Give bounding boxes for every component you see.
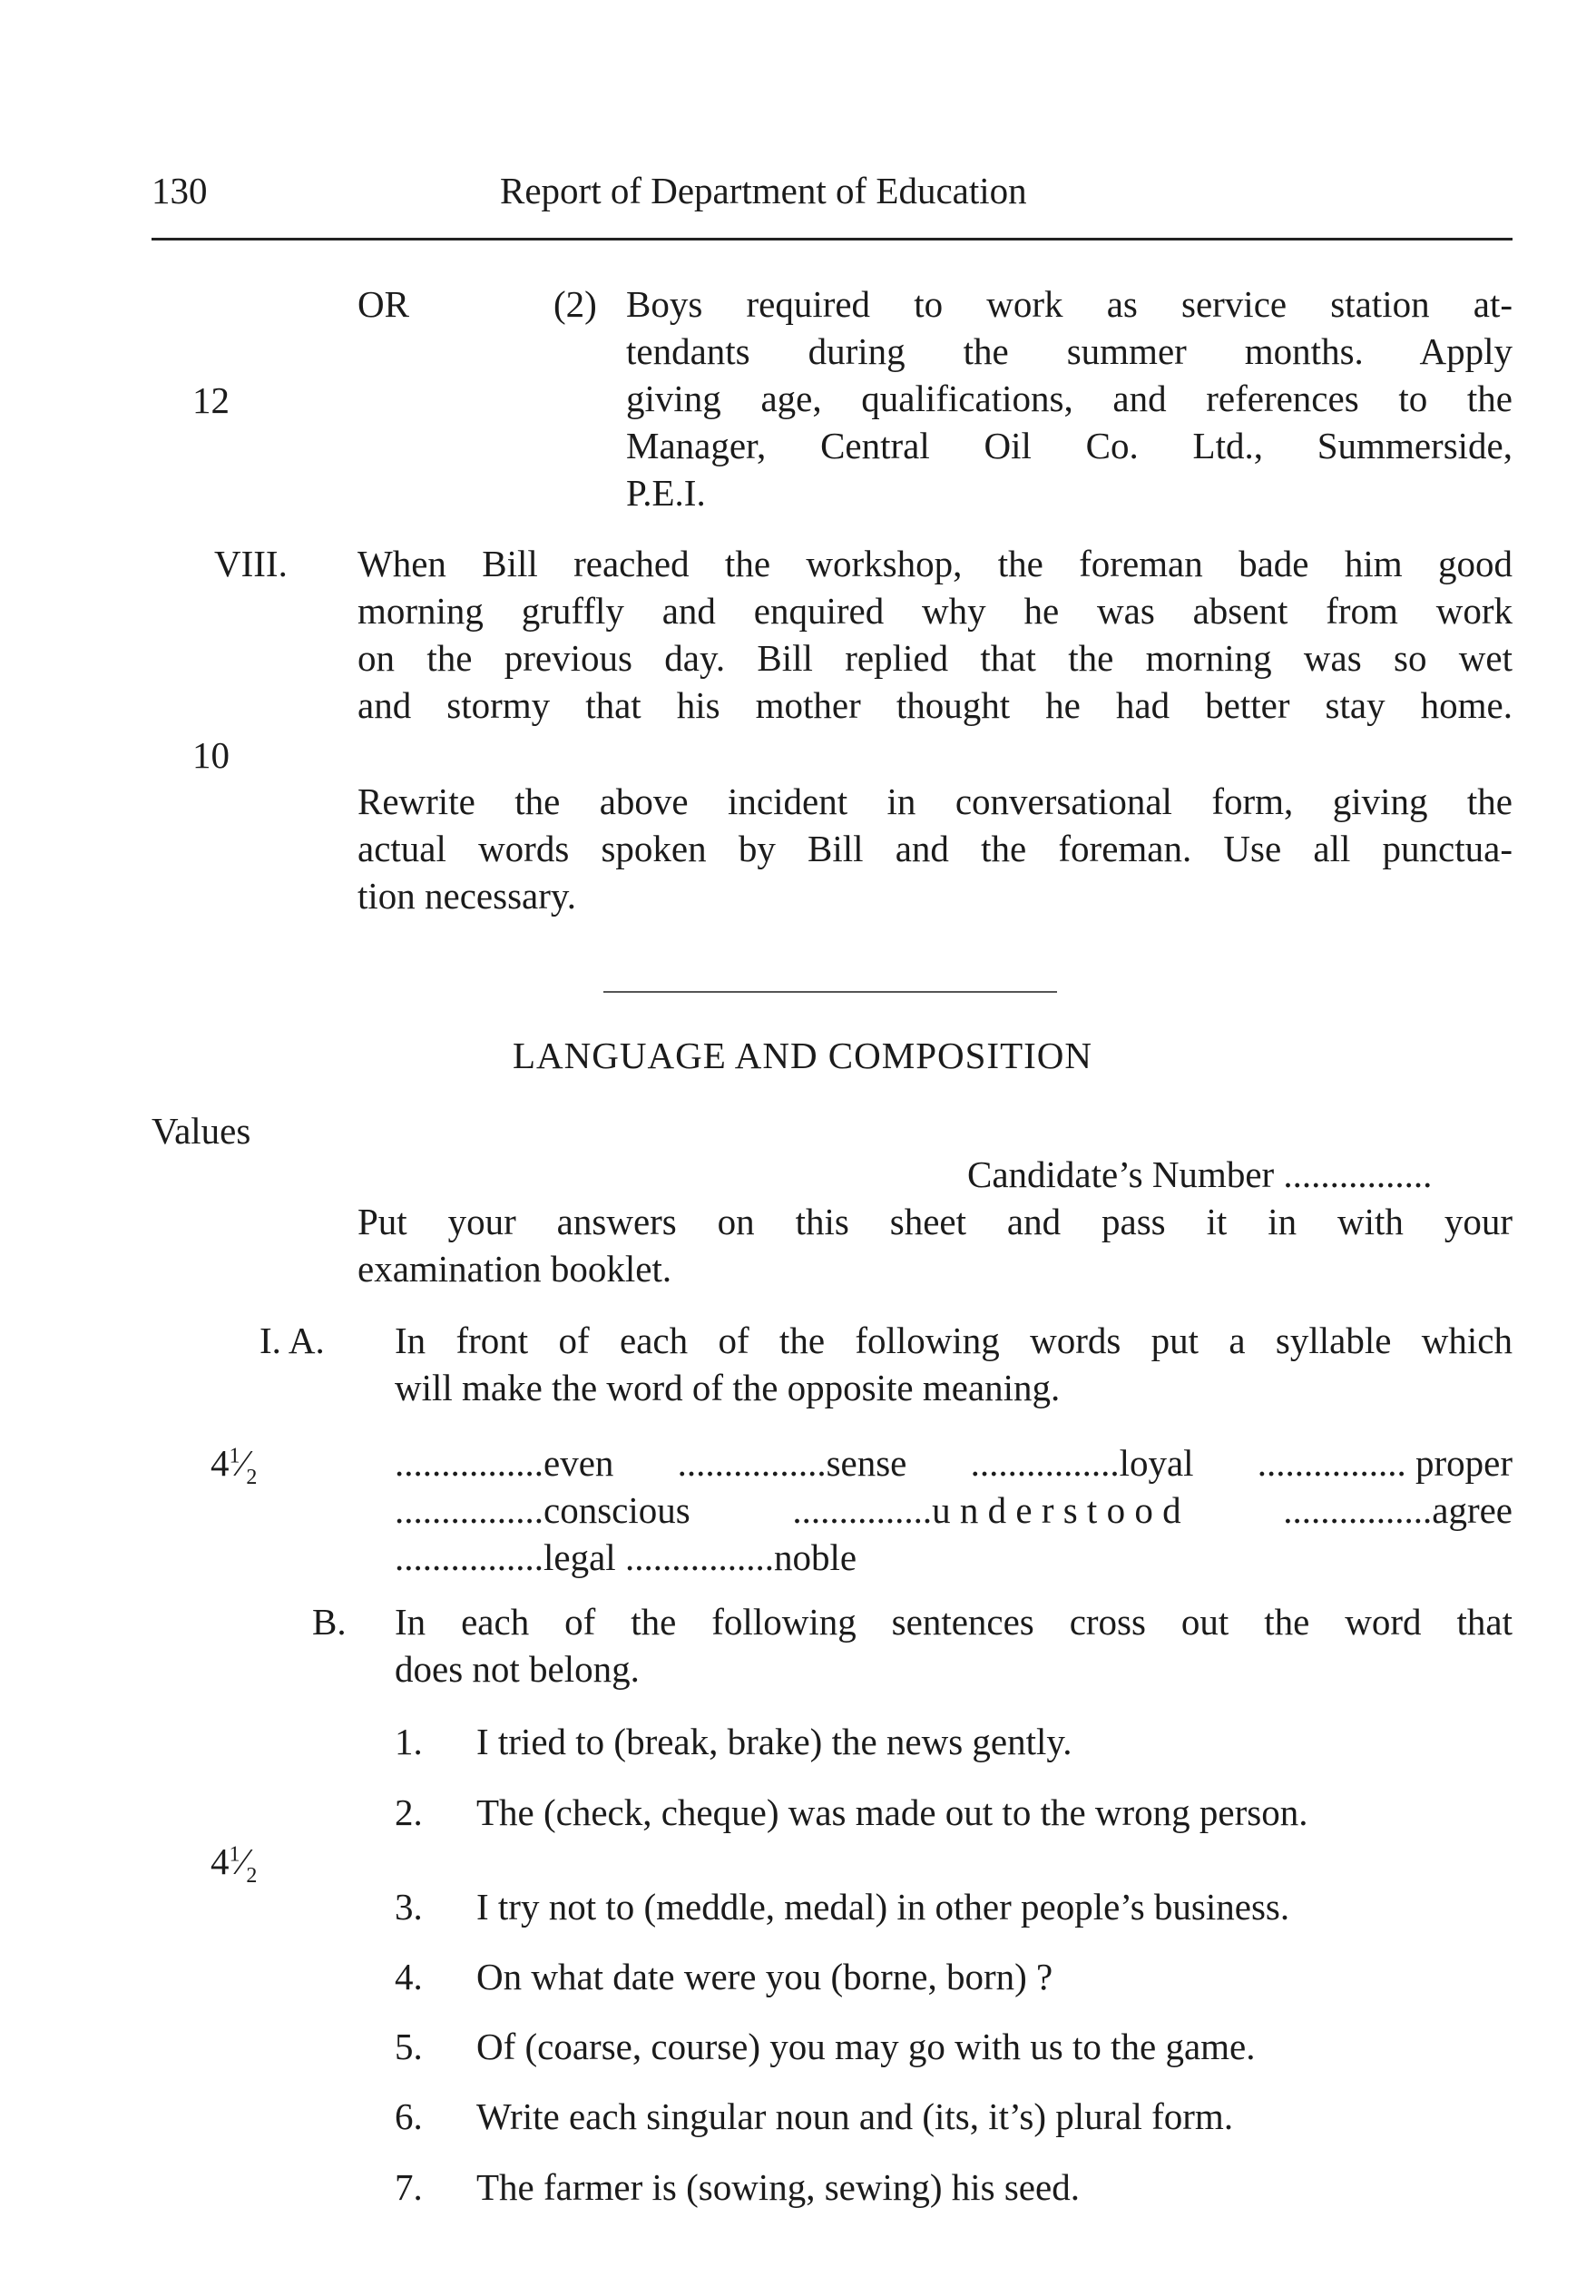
incident-paragraph [357,540,1513,729]
section-title: LANGUAGE AND COMPOSITION [513,1035,1092,1076]
sentence-text: On what date were you (borne, born) ? [476,1956,1053,1997]
word-item: ................legal [395,1536,616,1578]
sentence-text: I tried to (break, brake) the news gently. [476,1721,1072,1762]
prompt-line: does not belong. [395,1648,640,1690]
sentence-text: I try not to (meddle, medal) in other people’s business. [476,1886,1290,1928]
sentence-number: 4. [395,1956,423,1997]
word-item: ................sense [677,1442,907,1484]
prompt-line: will make the word of the opposite meaning. [395,1367,1061,1408]
ad-line: giving age, qualifications, and references to the [626,378,1513,419]
word-row [395,1534,1513,1581]
sentence-number: 2. [395,1791,423,1833]
part-i-a-label: I. A. [259,1320,325,1361]
instructions-line: examination booklet. [357,1248,672,1290]
word-item: ................ proper [1257,1442,1513,1484]
sentence-text: Of (coarse, course) you may go with us to the game. [476,2026,1256,2067]
item-number: (2) [553,283,597,325]
ad-line: P.E.I. [626,472,706,514]
sentence-number: 3. [395,1886,423,1928]
incident-line: on the previous day. Bill replied that the morning was so wet [357,637,1513,679]
part-b-label: B. [312,1601,347,1643]
incident-line: When Bill reached the workshop, the foreman bade him good [357,543,1513,584]
prompt-line: In front of each of the following words put a syllable which [395,1320,1513,1361]
advertisement-text [626,280,1513,516]
ad-line: Boys required to work as service station at- [626,283,1513,325]
instructions-line: Put your answers on this sheet and pass it in with your [357,1201,1513,1242]
sentence-text: The (check, cheque) was made out to the wrong person. [476,1791,1308,1833]
ad-line: tendants during the summer months. Apply [626,330,1513,372]
candidate-number-field: Candidate’s Number ................ [967,1153,1433,1195]
word-item: ................loyal [970,1442,1194,1484]
section-numeral-viii: VIII. [214,543,288,584]
sentence-text: Write each singular noun and (its, it’s) plural form. [476,2095,1234,2137]
word-item: ................conscious [395,1489,690,1531]
sentence-number: 7. [395,2166,423,2208]
page-number: 130 [152,170,208,211]
part-i-a-prompt [395,1317,1513,1411]
word-item: ................agree [1283,1489,1513,1531]
part-b-prompt [395,1598,1513,1693]
sentence-number: 6. [395,2095,423,2137]
sentence-number: 1. [395,1721,423,1762]
word-row [395,1439,1513,1487]
or-label: OR [357,283,409,325]
instruction-line: actual words spoken by Bill and the foreman. Use all punctua- [357,828,1513,869]
answer-instructions [357,1198,1513,1292]
instruction-line: tion necessary. [357,875,576,917]
sentence-text: The farmer is (sowing, sewing) his seed. [476,2166,1080,2208]
value-four-and-half-b: $4^1⁄_2$ [211,1840,258,1889]
incident-line: and stormy that his mother thought he had better stay home. [357,684,1513,726]
ad-line: Manager, Central Oil Co. Ltd., Summerside, [626,425,1513,466]
header-rule [152,238,1513,240]
value-12: 12 [192,379,230,421]
word-row [395,1487,1513,1534]
word-grid [395,1439,1513,1581]
running-title: Report of Department of Education [500,170,1027,211]
prompt-line: In each of the following sentences cross out the word that [395,1601,1513,1643]
instruction-line: Rewrite the above incident in conversational form, giving the [357,780,1513,822]
section-separator [603,991,1057,993]
incident-line: morning gruffly and enquired why he was absent from work [357,590,1513,632]
rewrite-instruction [357,778,1513,919]
values-label: Values [152,1110,251,1152]
sentence-number: 5. [395,2026,423,2067]
word-item: ................noble [624,1536,857,1578]
value-10: 10 [192,734,230,776]
word-item: ...............u n d e r s t o o d [792,1489,1181,1531]
value-four-and-half-a: $4^1⁄_2$ [211,1442,258,1490]
word-item: ................even [395,1442,614,1484]
